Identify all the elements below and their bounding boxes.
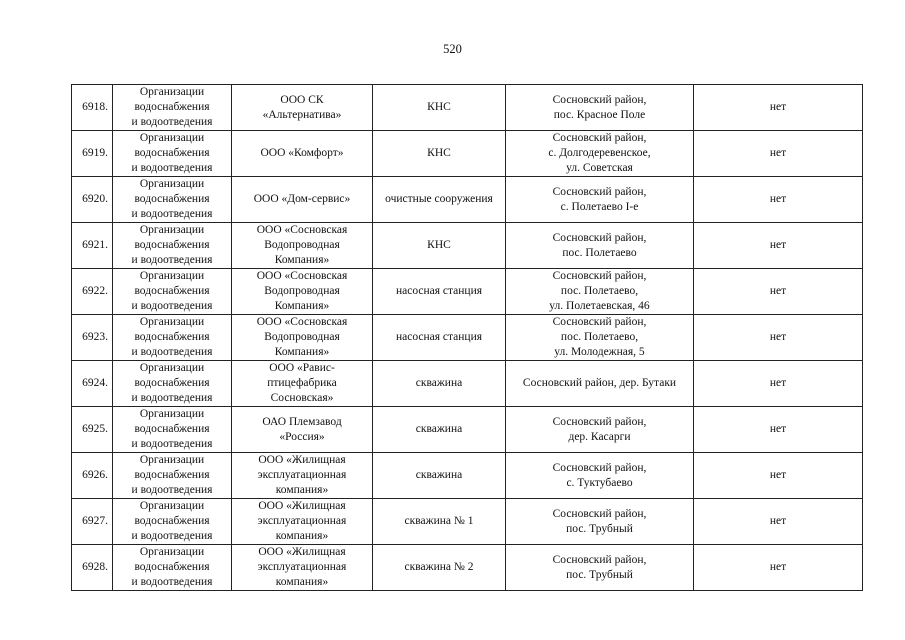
row-number-cell: 6921. [72, 223, 113, 269]
status-cell: нет [694, 131, 863, 177]
address-line: Сосновский район, [552, 132, 647, 144]
row-number-cell: 6926. [72, 453, 113, 499]
organization-type-line: Организации [139, 546, 205, 558]
organization-type-line: водоснабжения [134, 285, 210, 297]
organization-type-cell [113, 453, 232, 499]
organization-name-cell [232, 85, 373, 131]
organization-name-line: Водопроводная [264, 285, 340, 297]
address-cell [506, 545, 694, 591]
organization-name-line: эксплуатационная [257, 469, 347, 481]
row-number-cell: 6918. [72, 85, 113, 131]
organization-name-cell [232, 315, 373, 361]
status-cell: нет [694, 545, 863, 591]
table-row [72, 499, 863, 545]
organization-type-line: водоснабжения [134, 101, 210, 113]
address-line: с. Туктубаево [566, 476, 633, 489]
organization-name-line: ООО «Жилищная [258, 454, 346, 466]
organization-name-line: компания» [275, 484, 329, 496]
address-cell [506, 361, 694, 407]
address-cell [506, 131, 694, 177]
organization-name-line: Компания» [274, 300, 330, 312]
address-line: Сосновский район, [552, 461, 647, 474]
organization-name-cell [232, 361, 373, 407]
registry-table-body [72, 85, 863, 591]
status-cell: нет [694, 223, 863, 269]
row-number-cell: 6927. [72, 499, 113, 545]
organization-name-cell [232, 453, 373, 499]
organization-name-cell [232, 131, 373, 177]
row-number-cell: 6919. [72, 131, 113, 177]
organization-type-line: Организации [139, 500, 205, 512]
organization-type-line: Организации [139, 270, 205, 282]
organization-name-line: ОАО Племзавод [262, 415, 342, 428]
facility-cell [373, 177, 506, 223]
organization-type-line: и водоотведения [131, 484, 213, 496]
organization-name-line: компания» [275, 576, 329, 588]
status-cell: нет [694, 499, 863, 545]
facility-line: скважина [415, 469, 463, 481]
organization-type-line: Организации [139, 86, 205, 98]
organization-type-line: и водоотведения [131, 576, 213, 588]
organization-type-line: и водоотведения [131, 438, 213, 450]
address-cell [506, 407, 694, 453]
organization-type-line: и водоотведения [131, 530, 213, 542]
facility-cell [373, 545, 506, 591]
organization-name-line: Компания» [274, 254, 330, 266]
organization-name-cell [232, 269, 373, 315]
organization-type-cell [113, 315, 232, 361]
organization-type-line: и водоотведения [131, 162, 213, 174]
address-cell [506, 223, 694, 269]
status-cell: нет [694, 407, 863, 453]
address-cell [506, 453, 694, 499]
facility-cell [373, 85, 506, 131]
address-line: Сосновский район, [552, 316, 647, 328]
facility-cell [373, 315, 506, 361]
organization-type-line: водоснабжения [134, 377, 210, 389]
facility-line: скважина [415, 377, 463, 389]
organization-type-line: и водоотведения [131, 300, 213, 312]
organization-name-line: Компания» [274, 346, 330, 358]
organization-type-cell [113, 269, 232, 315]
status-cell: нет [694, 453, 863, 499]
address-line: ул. Молодежная, 5 [554, 346, 645, 358]
organization-name-cell [232, 407, 373, 453]
table-row [72, 177, 863, 223]
address-line: Сосновский район, [552, 231, 647, 244]
organization-name-line: ООО «Сосновская [256, 316, 348, 328]
organization-type-line: Организации [139, 316, 205, 328]
organization-name-cell [232, 223, 373, 269]
organization-name-line: «Россия» [279, 430, 325, 443]
address-line: пос. Красное Поле [553, 108, 646, 121]
address-line: Сосновский район, [552, 270, 647, 282]
address-cell [506, 499, 694, 545]
organization-type-line: Организации [139, 132, 205, 144]
organization-type-line: водоснабжения [134, 515, 210, 527]
table-row [72, 85, 863, 131]
facility-line: очистные сооружения [385, 193, 493, 205]
organization-name-line: ООО «Дом-сервис» [253, 193, 351, 205]
address-line: Сосновский район, [552, 93, 647, 106]
organization-name-line: ООО «Комфорт» [260, 147, 344, 159]
organization-type-line: водоснабжения [134, 561, 210, 573]
address-cell [506, 85, 694, 131]
organization-type-cell [113, 177, 232, 223]
organization-name-line: ООО СК [280, 93, 324, 106]
row-number-cell: 6923. [72, 315, 113, 361]
address-line: Сосновский район, [552, 553, 647, 566]
facility-cell [373, 131, 506, 177]
organization-type-line: и водоотведения [131, 254, 213, 266]
address-line: Сосновский район, [552, 507, 647, 520]
facility-line: насосная станция [395, 285, 483, 297]
table-row [72, 453, 863, 499]
organization-type-line: водоснабжения [134, 147, 210, 159]
facility-line: скважина № 1 [404, 515, 474, 527]
organization-type-line: водоснабжения [134, 423, 210, 435]
organization-type-cell [113, 407, 232, 453]
address-line: пос. Трубный [566, 522, 633, 535]
address-cell [506, 315, 694, 361]
table-row [72, 131, 863, 177]
organization-type-line: водоснабжения [134, 193, 210, 205]
address-line: пос. Полетаево [562, 246, 637, 259]
organization-name-cell [232, 177, 373, 223]
organization-name-line: ООО «Жилищная [258, 500, 346, 512]
organization-type-cell [113, 361, 232, 407]
address-line: Сосновский район, [552, 185, 647, 198]
organization-name-line: Сосновская» [270, 392, 334, 404]
facility-cell [373, 499, 506, 545]
organization-name-line: ООО «Сосновская [256, 270, 348, 282]
organization-type-line: Организации [139, 408, 205, 420]
table-row [72, 223, 863, 269]
organization-type-line: Организации [139, 362, 205, 374]
organization-type-line: водоснабжения [134, 331, 210, 343]
organization-type-line: Организации [139, 224, 205, 236]
organization-type-cell [113, 223, 232, 269]
status-cell: нет [694, 85, 863, 131]
facility-line: КНС [427, 239, 451, 251]
row-number-cell: 6922. [72, 269, 113, 315]
organization-type-line: водоснабжения [134, 469, 210, 481]
organization-name-line: ООО «Жилищная [258, 546, 346, 558]
organization-type-line: водоснабжения [134, 239, 210, 251]
organization-type-cell [113, 499, 232, 545]
row-number-cell: 6928. [72, 545, 113, 591]
facility-line: насосная станция [395, 331, 483, 343]
facility-line: скважина [415, 423, 463, 435]
organization-type-line: и водоотведения [131, 116, 213, 128]
organization-name-cell [232, 545, 373, 591]
organization-type-line: и водоотведения [131, 208, 213, 220]
organization-type-line: Организации [139, 454, 205, 466]
organization-name-line: эксплуатационная [257, 515, 347, 527]
row-number-cell: 6924. [72, 361, 113, 407]
address-line: пос. Полетаево, [560, 285, 639, 297]
organization-name-line: эксплуатационная [257, 561, 347, 573]
table-row [72, 361, 863, 407]
organization-name-line: Водопроводная [264, 331, 340, 343]
address-line: пос. Полетаево, [560, 331, 639, 343]
organization-name-line: «Альтернатива» [262, 108, 342, 121]
facility-line: КНС [427, 147, 451, 159]
status-cell: нет [694, 269, 863, 315]
address-cell [506, 177, 694, 223]
organization-name-line: ООО «Равис- [269, 362, 335, 374]
facility-cell [373, 269, 506, 315]
organization-name-line: компания» [275, 530, 329, 542]
organization-type-cell [113, 131, 232, 177]
address-line: пос. Трубный [566, 568, 633, 581]
organization-type-cell [113, 545, 232, 591]
organization-name-line: птицефабрика [267, 377, 337, 389]
address-line: с. Полетаево I-е [560, 200, 639, 213]
organization-name-line: Водопроводная [264, 239, 340, 251]
registry-table [71, 84, 863, 591]
page-number: 520 [443, 42, 462, 56]
address-line: Сосновский район, дер. Бутаки [522, 377, 677, 389]
organization-type-line: Организации [139, 178, 205, 190]
address-line: ул. Советская [566, 162, 633, 174]
status-cell: нет [694, 315, 863, 361]
table-row [72, 545, 863, 591]
status-cell: нет [694, 361, 863, 407]
facility-line: КНС [427, 101, 451, 113]
address-line: с. Долгодеревенское, [548, 147, 651, 159]
address-cell [506, 269, 694, 315]
address-line: ул. Полетаевская, 46 [549, 300, 650, 312]
table-row [72, 407, 863, 453]
organization-type-cell [113, 85, 232, 131]
facility-cell [373, 223, 506, 269]
facility-line: скважина № 2 [404, 561, 474, 573]
facility-cell [373, 453, 506, 499]
table-row [72, 269, 863, 315]
row-number-cell: 6925. [72, 407, 113, 453]
address-line: Сосновский район, [552, 415, 647, 428]
organization-type-line: и водоотведения [131, 346, 213, 358]
organization-name-cell [232, 499, 373, 545]
address-line: дер. Касарги [568, 430, 631, 443]
row-number-cell: 6920. [72, 177, 113, 223]
organization-type-line: и водоотведения [131, 392, 213, 404]
facility-cell [373, 361, 506, 407]
status-cell: нет [694, 177, 863, 223]
facility-cell [373, 407, 506, 453]
organization-name-line: ООО «Сосновская [256, 224, 348, 236]
table-row [72, 315, 863, 361]
